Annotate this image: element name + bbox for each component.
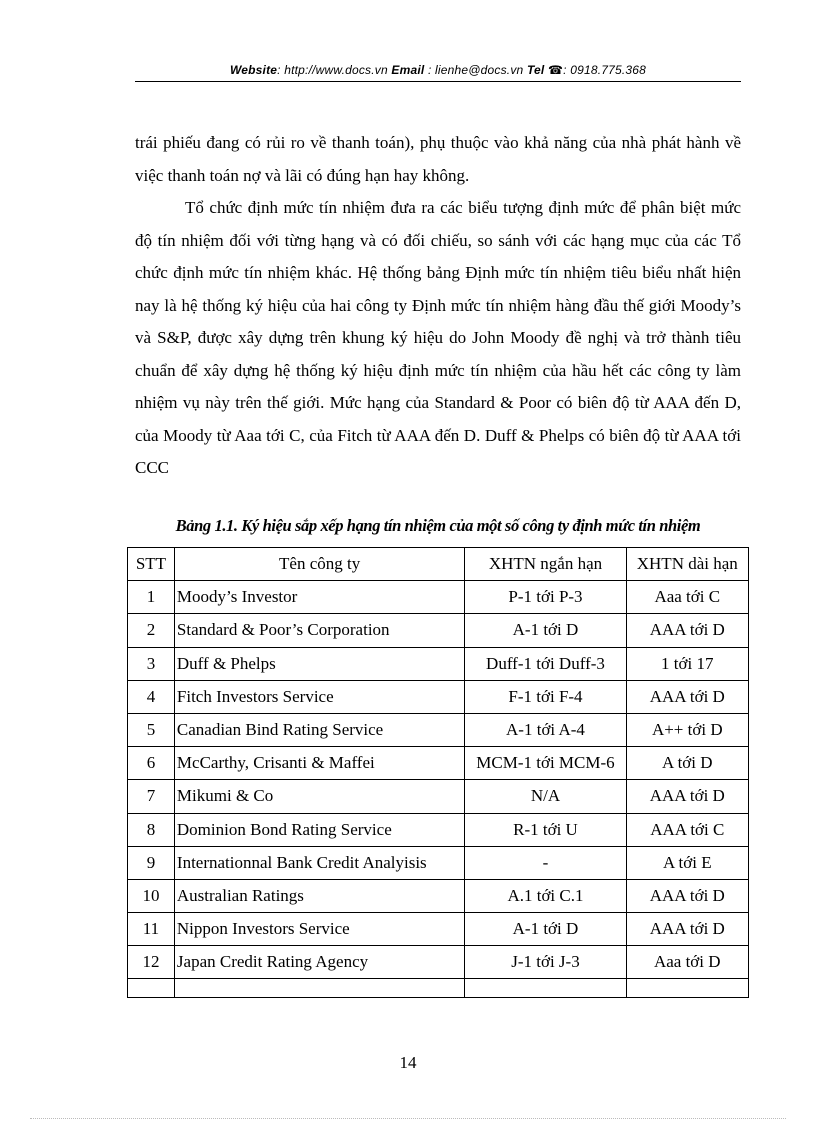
cell-stt: 5 — [128, 713, 175, 746]
cell-empty — [626, 979, 748, 998]
cell-company: Duff & Phelps — [174, 647, 465, 680]
cell-company: McCarthy, Crisanti & Maffei — [174, 747, 465, 780]
table-row-empty — [128, 979, 749, 998]
cell-long-term: AAA tới D — [626, 680, 748, 713]
table-row — [128, 946, 749, 979]
cell-stt: 9 — [128, 846, 175, 879]
cell-company: Japan Credit Rating Agency — [174, 946, 465, 979]
cell-long-term: AAA tới D — [626, 879, 748, 912]
cell-stt: 12 — [128, 946, 175, 979]
telephone-icon: ☎ — [548, 63, 564, 77]
cell-long-term: AAA tới D — [626, 913, 748, 946]
cell-stt: 7 — [128, 780, 175, 813]
email-label: Email — [391, 63, 425, 77]
table-row — [128, 747, 749, 780]
email-value: : lienhe@docs.vn — [427, 63, 524, 77]
cell-stt: 6 — [128, 747, 175, 780]
cell-short-term: A-1 tới D — [465, 913, 626, 946]
table-caption: Bảng 1.1. Ký hiệu sắp xếp hạng tín nhiệm của một số công ty định mức tín nhiệm — [175, 516, 701, 535]
cell-short-term: F-1 tới F-4 — [465, 680, 626, 713]
table-row — [128, 846, 749, 879]
table-row — [128, 581, 749, 614]
cell-short-term: A-1 tới A-4 — [465, 713, 626, 746]
cell-empty — [128, 979, 175, 998]
header-stt: STT — [128, 548, 175, 581]
cell-empty — [465, 979, 626, 998]
cell-stt: 8 — [128, 813, 175, 846]
cell-short-term: N/A — [465, 780, 626, 813]
website-value: : http://www.docs.vn — [277, 63, 388, 77]
cell-long-term: AAA tới C — [626, 813, 748, 846]
table-row — [128, 780, 749, 813]
cell-short-term: A.1 tới C.1 — [465, 879, 626, 912]
table-row — [128, 647, 749, 680]
cell-stt: 11 — [128, 913, 175, 946]
table-header-row — [128, 548, 749, 581]
page-header — [135, 63, 741, 77]
cell-company: Standard & Poor’s Corporation — [174, 614, 465, 647]
cell-short-term: R-1 tới U — [465, 813, 626, 846]
website-label: Website — [229, 63, 278, 77]
header-rule — [135, 81, 741, 82]
paragraph-1: trái phiếu đang có rủi ro về thanh toán), phụ thuộc vào khả năng của nhà phát hành về việc thanh toán nợ và lãi có đúng hạn hay không. — [135, 133, 741, 185]
cell-long-term: AAA tới D — [626, 614, 748, 647]
cell-company: Canadian Bind Rating Service — [174, 713, 465, 746]
tel-value: : 0918.775.368 — [563, 63, 647, 77]
cell-stt: 1 — [128, 581, 175, 614]
cell-short-term: - — [465, 846, 626, 879]
cell-stt: 10 — [128, 879, 175, 912]
cell-company: Nippon Investors Service — [174, 913, 465, 946]
cell-short-term: MCM-1 tới MCM-6 — [465, 747, 626, 780]
cell-short-term: Duff-1 tới Duff-3 — [465, 647, 626, 680]
cell-short-term: J-1 tới J-3 — [465, 946, 626, 979]
cell-stt: 3 — [128, 647, 175, 680]
page-number: 14 — [399, 1053, 417, 1072]
cell-stt: 2 — [128, 614, 175, 647]
table-row — [128, 680, 749, 713]
cell-short-term: A-1 tới D — [465, 614, 626, 647]
cell-company: Moody’s Investor — [174, 581, 465, 614]
header-company: Tên công ty — [174, 548, 465, 581]
tel-label: Tel — [526, 63, 545, 77]
cell-company: Mikumi & Co — [174, 780, 465, 813]
paragraph-2: Tổ chức định mức tín nhiệm đưa ra các biểu tượng định mức để phân biệt mức độ tín nhiệm đối với từng hạng và có đối chiếu, so sánh với các hạng mục của các Tổ chức định mức tín nhiệm khác. Hệ thống bảng Định mức tín nhiệm tiêu biểu nhất hiện nay là hệ thống ký hiệu của hai công ty Định mức tín nhiệm hàng đầu thế giới Moody’s và S&P, được xây dựng trên khung ký hiệu do John Moody đề nghị và trở thành tiêu chuẩn để xây dựng hệ thống ký hiệu định mức tín nhiệm của hầu hết các công ty làm nhiệm vụ này trên thế giới. Mức hạng của Standard & Poor có biên độ từ AAA đến D, của Moody từ Aaa tới C, của Fitch từ AAA đến D. Duff & Phelps có biên độ từ AAA tới CCC — [135, 198, 741, 477]
cell-long-term: AAA tới D — [626, 780, 748, 813]
cell-stt: 4 — [128, 680, 175, 713]
cell-long-term: Aaa tới D — [626, 946, 748, 979]
header-long-term: XHTN dài hạn — [626, 548, 748, 581]
cell-empty — [174, 979, 465, 998]
table-row — [128, 614, 749, 647]
table-row — [128, 813, 749, 846]
footer-rule — [30, 1118, 786, 1119]
cell-company: Dominion Bond Rating Service — [174, 813, 465, 846]
cell-company: Internationnal Bank Credit Analyisis — [174, 846, 465, 879]
cell-company: Fitch Investors Service — [174, 680, 465, 713]
cell-long-term: Aaa tới C — [626, 581, 748, 614]
cell-short-term: P-1 tới P-3 — [465, 581, 626, 614]
header-short-term: XHTN ngắn hạn — [465, 548, 626, 581]
table-row — [128, 713, 749, 746]
cell-long-term: A tới E — [626, 846, 748, 879]
cell-long-term: 1 tới 17 — [626, 647, 748, 680]
cell-long-term: A tới D — [626, 747, 748, 780]
table-row — [128, 879, 749, 912]
table-row — [128, 913, 749, 946]
cell-long-term: A++ tới D — [626, 713, 748, 746]
rating-table — [127, 547, 749, 998]
cell-company: Australian Ratings — [174, 879, 465, 912]
